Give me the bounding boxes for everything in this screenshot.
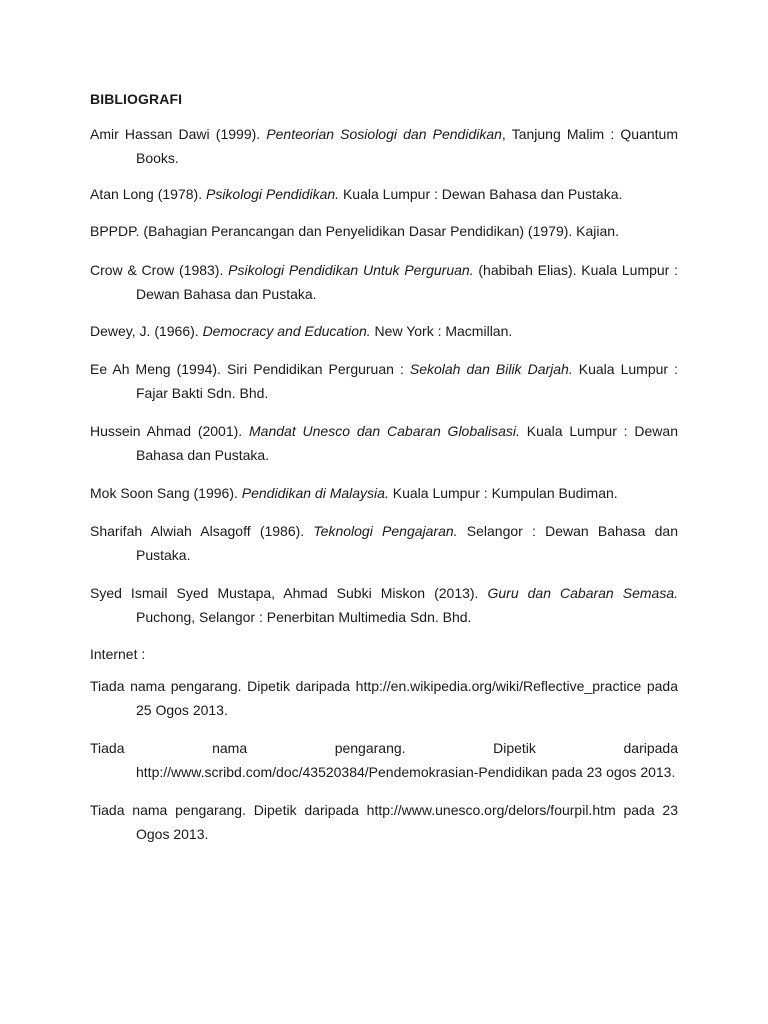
entry-title: Penteorian Sosiologi dan Pendidikan: [266, 126, 502, 142]
bibliography-entry: [90, 219, 678, 243]
entry-title: Psikologi Pendidikan.: [205, 186, 340, 202]
bibliography-entry: [90, 258, 678, 306]
entry-publisher: , Tanjung Malim : Quantum Books.: [136, 126, 678, 166]
entry-title: Pendidikan di Malaysia.: [241, 485, 389, 501]
bibliography-entry: [90, 319, 678, 343]
bibliography-entry: [90, 122, 678, 170]
entry-title: Democracy and Education.: [202, 323, 371, 339]
entry-author: Dewey, J. (1966).: [90, 323, 203, 339]
entry-author: Ee Ah Meng (1994). Siri Pendidikan Perguruan :: [90, 361, 410, 377]
bibliography-entry: [90, 357, 678, 405]
bibliography-entry: [90, 182, 678, 206]
internet-section-label: Internet :: [90, 646, 146, 662]
bibliography-entry: [90, 419, 678, 467]
entry-title: Mandat Unesco dan Cabaran Globalisasi.: [249, 423, 520, 439]
entry-author: BPPDP. (Bahagian Perancangan dan Penyelidikan Dasar Pendidikan) (1979). Kajian.: [90, 223, 619, 239]
entry-publisher: Kuala Lumpur : Kumpulan Budiman.: [388, 485, 618, 501]
entry-title: Sekolah dan Bilik Darjah.: [409, 361, 573, 377]
entry-title: Guru dan Cabaran Semasa.: [487, 585, 678, 601]
bibliography-entry: [90, 519, 678, 567]
internet-entry: Tiada nama pengarang. Dipetik daripada http://www.unesco.org/delors/fourpil.htm pada 23 Ogos 2013.: [90, 802, 678, 842]
entry-publisher: Selangor : Dewan Bahasa dan Pustaka.: [136, 523, 678, 563]
entry-publisher: (habibah Elias). Kuala Lumpur : Dewan Bahasa dan Pustaka.: [136, 262, 679, 302]
entry-title: Psikologi Pendidikan Untuk Perguruan.: [228, 262, 474, 278]
entry-publisher: Puchong, Selangor : Penerbitan Multimedia Sdn. Bhd.: [136, 609, 472, 625]
entry-author: Syed Ismail Syed Mustapa, Ahmad Subki Miskon (2013).: [90, 585, 488, 601]
entry-publisher: New York : Macmillan.: [370, 323, 513, 339]
entry-publisher: Kuala Lumpur : Fajar Bakti Sdn. Bhd.: [136, 361, 678, 401]
entry-author: Amir Hassan Dawi (1999).: [90, 126, 267, 142]
internet-entry: Tiada nama pengarang. Dipetik daripada http://www.scribd.com/doc/43520384/Pendemokrasian-Pendidikan pada 23 ogos 2013.: [90, 740, 678, 780]
entry-title: Teknologi Pengajaran.: [313, 523, 458, 539]
entry-author: Crow & Crow (1983).: [90, 262, 229, 278]
bibliography-entry: [90, 581, 678, 629]
page-title: BIBLIOGRAFI: [90, 91, 183, 107]
entry-author: Atan Long (1978).: [90, 186, 206, 202]
internet-entry: Tiada nama pengarang. Dipetik daripada http://en.wikipedia.org/wiki/Reflective_practice pada 25 Ogos 2013.: [90, 678, 678, 718]
entry-publisher: Kuala Lumpur : Dewan Bahasa dan Pustaka.: [339, 186, 623, 202]
entry-author: Hussein Ahmad (2001).: [90, 423, 250, 439]
bibliography-entry: [90, 481, 678, 505]
entry-author: Mok Soon Sang (1996).: [90, 485, 242, 501]
entry-author: Sharifah Alwiah Alsagoff (1986).: [90, 523, 314, 539]
entry-publisher: Kuala Lumpur : Dewan Bahasa dan Pustaka.: [136, 423, 678, 463]
